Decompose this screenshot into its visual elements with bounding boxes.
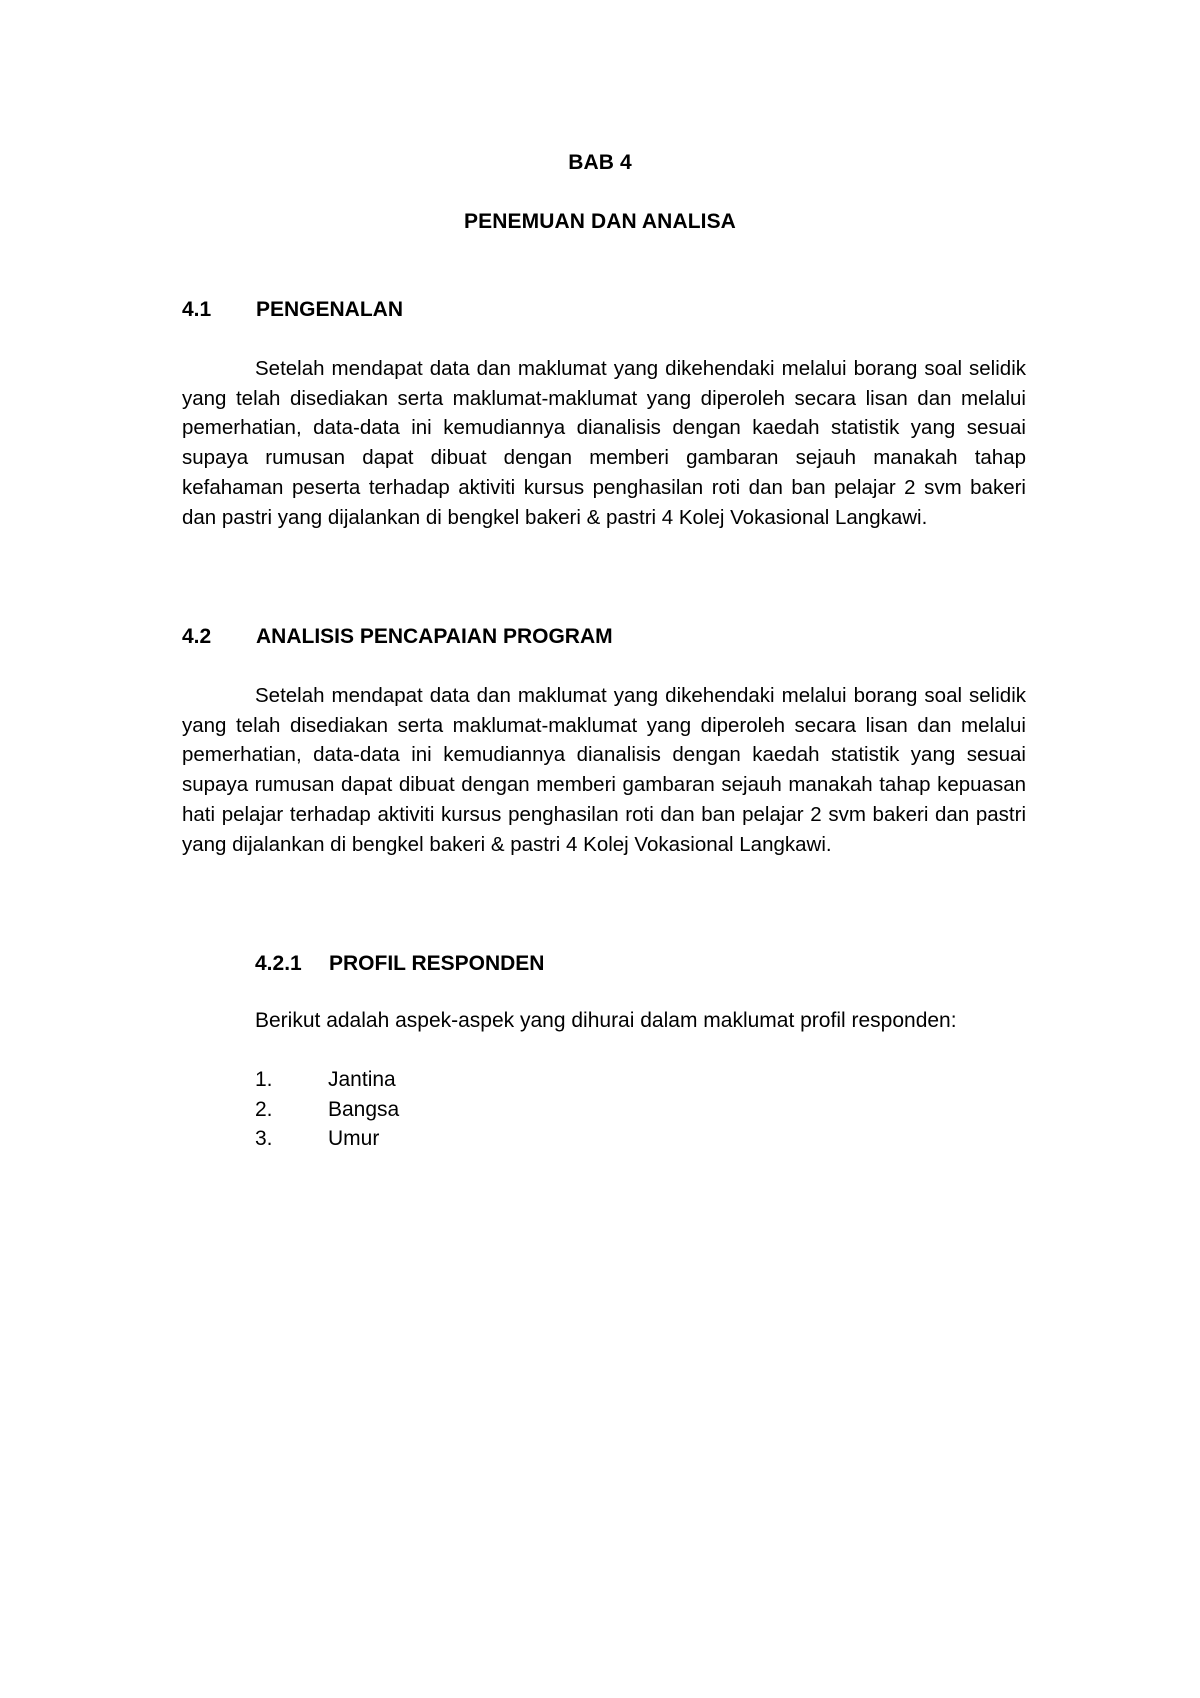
list-item-label: Jantina [328,1068,396,1091]
list-item-number: 1. [255,1068,273,1091]
subsection-title: PROFIL RESPONDEN [329,952,545,975]
section-paragraph-4-2: Setelah mendapat data dan maklumat yang dikehendaki melalui borang soal selidik yang telah disediakan serta maklumat-maklumat yang diperoleh secara lisan dan melalui pemerhatian, data-data ini kemudiannya dianalisis dengan kaedah statistik yang sesuai supaya rumusan dapat dibuat dengan memberi gambaran sejauh manakah tahap kepuasan hati pelajar terhadap aktiviti kursus penghasilan roti dan ban pelajar 2 svm bakeri dan pastri yang dijalankan di bengkel bakeri & pastri 4 Kolej Vokasional Langkawi. [182,684,1026,856]
list-item [255,1124,399,1154]
subsection-intro: Berikut adalah aspek-aspek yang dihurai dalam maklumat profil responden: [255,1009,957,1032]
section-number: 4.1 [182,298,212,321]
section-title: ANALISIS PENCAPAIAN PROGRAM [256,625,613,648]
profile-aspect-list [255,1065,399,1154]
section-paragraph-4-1: Setelah mendapat data dan maklumat yang dikehendaki melalui borang soal selidik yang telah disediakan serta maklumat-maklumat yang diperoleh secara lisan dan melalui pemerhatian, data-data ini kemudiannya dianalisis dengan kaedah statistik yang sesuai supaya rumusan dapat dibuat dengan memberi gambaran sejauh manakah tahap kefahaman peserta terhadap aktiviti kursus penghasilan roti dan ban pelajar 2 svm bakeri dan pastri yang dijalankan di bengkel bakeri & pastri 4 Kolej Vokasional Langkawi. [182,357,1026,529]
section-heading-4-1 [182,298,403,322]
list-item-label: Umur [328,1127,380,1150]
chapter-label: BAB 4 [568,151,632,174]
subsection-number: 4.2.1 [255,952,302,975]
subsection-heading-4-2-1 [255,952,544,976]
list-item-label: Bangsa [328,1097,400,1121]
chapter-title: PENEMUAN DAN ANALISA [464,210,736,233]
list-item-number: 3. [255,1127,273,1150]
section-number: 4.2 [182,625,212,648]
list-item-number: 2. [255,1097,273,1121]
list-item [255,1065,399,1095]
section-title: PENGENALAN [256,298,404,321]
section-heading-4-2 [182,625,613,649]
list-item [255,1095,399,1125]
